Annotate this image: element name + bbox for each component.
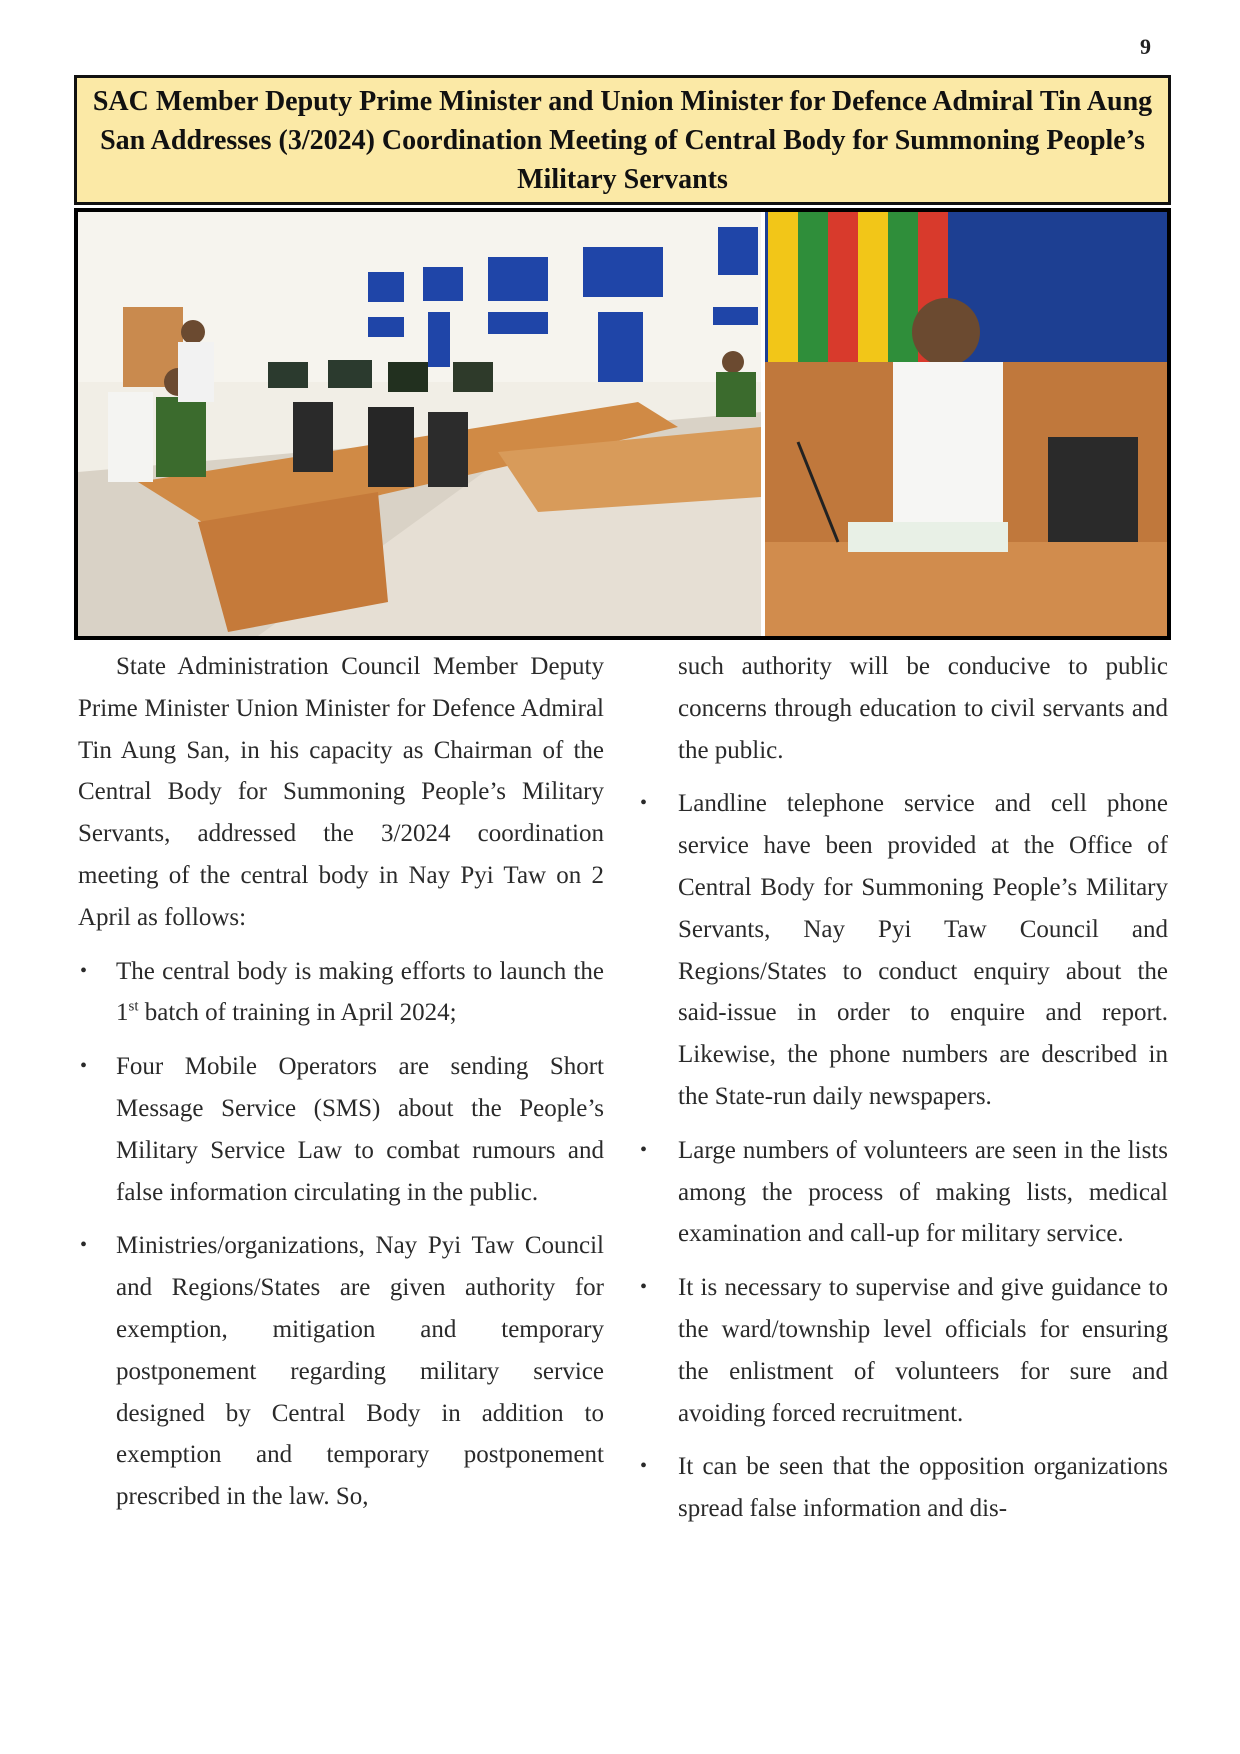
bullet-text: It is necessary to supervise and give guidance to the ward/township level officials for ensuring the enlistment of volunteers for sure and avoiding forced recruitment.	[678, 1274, 1168, 1427]
bullet-icon: •	[640, 1276, 648, 1299]
headline-box	[74, 75, 1171, 205]
bullet-icon: •	[80, 1055, 88, 1078]
headline: SAC Member Deputy Prime Minister and Union Minister for Defence Admiral Tin Aung San Addresses (3/2024) Coordination Meeting of Central Body for Summoning People’s Military Servants	[92, 85, 1153, 195]
bullet-icon: •	[80, 1234, 88, 1257]
bullet-icon: •	[640, 1138, 648, 1161]
bullet-text: Landline telephone service and cell phone service have been provided at the Office of Central Body for Summoning People’s Military Servants, Nay Pyi Taw Council and Regions/States to conduct enquiry about the said-issue in order to enquire and report. Likewise, the phone numbers are described in the State-run daily newspapers.	[678, 790, 1168, 1110]
bullet-icon: •	[80, 959, 88, 982]
bullet-text-part: batch of training in April 2024;	[138, 999, 457, 1027]
right-bullet-list	[638, 783, 1168, 1530]
list-item	[638, 1446, 1168, 1530]
meeting-photo	[74, 208, 1171, 640]
meeting-photo-illustration	[78, 212, 1167, 636]
bullet-icon: •	[640, 1455, 648, 1478]
bullet-text: Four Mobile Operators are sending Short Message Service (SMS) about the People’s Military Service Law to combat rumours and false information circulating in the public.	[116, 1053, 604, 1206]
left-column	[78, 646, 604, 1518]
list-item	[78, 951, 604, 1035]
list-item	[78, 1225, 604, 1518]
right-column	[638, 646, 1168, 1530]
list-item	[638, 1130, 1168, 1255]
list-item	[78, 1046, 604, 1213]
continuation-paragraph: such authority will be conducive to public concerns through education to civil servants and the public.	[678, 653, 1168, 764]
speaker-photo	[765, 212, 1167, 636]
list-item	[638, 1267, 1168, 1434]
intro-paragraph: State Administration Council Member Deputy Prime Minister Union Minister for Defence Admiral Tin Aung San, in his capacity as Chairman of the Central Body for Summoning People’s Military Servants, addressed the 3/2024 coordination meeting of the central body in Nay Pyi Taw on 2 April as follows:	[78, 653, 604, 931]
meeting-room-photo	[78, 212, 761, 636]
bullet-text: It can be seen that the opposition organizations spread false information and dis-	[678, 1453, 1168, 1523]
left-bullet-list	[78, 951, 604, 1518]
list-item	[638, 783, 1168, 1117]
bullet-text-part: The central body is making efforts to launch the 1	[116, 957, 604, 1027]
bullet-text: Ministries/organizations, Nay Pyi Taw Council and Regions/States are given authority for exemption, mitigation and temporary postponement regarding military service designed by Central Body in addition to exemption and temporary postponement prescribed in the law. So,	[116, 1232, 604, 1511]
superscript-ordinal: st	[128, 999, 139, 1016]
bullet-text: Large numbers of volunteers are seen in the lists among the process of making lists, medical examination and call-up for military service.	[678, 1136, 1168, 1248]
page-number: 9	[1140, 34, 1151, 59]
bullet-icon: •	[640, 792, 648, 815]
